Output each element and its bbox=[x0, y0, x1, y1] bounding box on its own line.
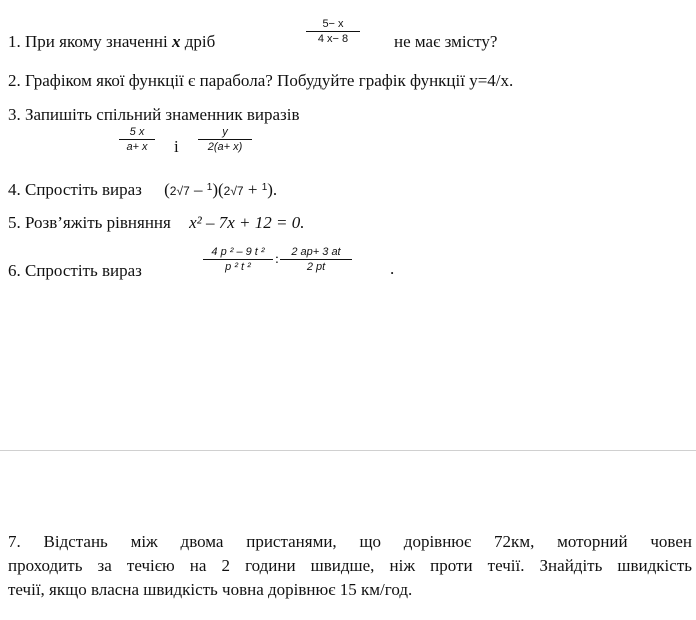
problem-1 bbox=[8, 32, 215, 52]
problem-6-fraction-1 bbox=[203, 246, 273, 273]
superscript: 1 bbox=[206, 182, 213, 193]
problem-4-lead: 4. Спростіть вираз bbox=[8, 180, 142, 199]
problem-6: 6. Спростіть вираз bbox=[8, 261, 142, 280]
paren-open: ( bbox=[164, 180, 170, 199]
problem-2: 2. Графіком якої функції є парабола? Побудуйте графік функції y=4/x. bbox=[8, 71, 514, 90]
fraction-numerator: 5 x bbox=[129, 126, 145, 138]
fraction-denominator: a+ x bbox=[126, 141, 148, 153]
division-sign: : bbox=[275, 252, 279, 267]
fraction-denominator: 4 x− 8 bbox=[317, 33, 349, 45]
problem-5-lead: 5. Розв’яжіть рівняння bbox=[8, 213, 171, 232]
problem-7-line-1: 7. Відстань між двома пристанями, що дорівнює 72км, моторний човен bbox=[8, 532, 692, 551]
problem-5 bbox=[8, 213, 304, 233]
problem-1-variable: x bbox=[171, 32, 181, 51]
problem-1-lead: 1. При якому значенні bbox=[8, 32, 168, 51]
fraction-numerator: y bbox=[222, 126, 228, 138]
fraction-denominator: 2 pt bbox=[306, 261, 326, 273]
problem-1-fraction bbox=[306, 18, 360, 45]
fraction-denominator: 2(a+ x) bbox=[207, 141, 243, 153]
problem-1-tail: не має змісту? bbox=[394, 32, 498, 51]
problem-5-equation: x² – 7x + 12 = 0. bbox=[189, 213, 305, 232]
problem-3-fraction-2 bbox=[198, 126, 252, 153]
sqrt-icon: √7 bbox=[230, 184, 244, 198]
problem-3-fraction-1 bbox=[119, 126, 155, 153]
plus-sign: + bbox=[243, 180, 262, 199]
problem-7 bbox=[8, 530, 692, 602]
sqrt-icon: √7 bbox=[176, 184, 190, 198]
coefficient: 2 bbox=[169, 184, 177, 198]
problem-7-line-3: течії, якщо власна швидкість човна дорівнює 15 км/год. bbox=[8, 580, 413, 599]
problem-3-conjunction: і bbox=[174, 137, 179, 156]
problem-6-period: . bbox=[390, 259, 395, 278]
coefficient: 2 bbox=[223, 184, 231, 198]
problem-4 bbox=[8, 180, 277, 200]
paren-close: ). bbox=[267, 180, 278, 199]
problem-7-line-2: проходить за течією на 2 години швидше, ніж проти течії. Знайдіть швидкість bbox=[8, 556, 692, 575]
superscript: 1 bbox=[261, 182, 268, 193]
section-divider bbox=[0, 450, 696, 451]
fraction-numerator: 2 ap+ 3 at bbox=[291, 246, 341, 258]
fraction-numerator: 5− x bbox=[322, 18, 344, 30]
problem-6-fraction-2 bbox=[280, 246, 352, 273]
problem-3: 3. Запишіть спільний знаменник виразів bbox=[8, 105, 300, 124]
minus-sign: – bbox=[189, 180, 207, 199]
paren-mid: )( bbox=[212, 180, 224, 199]
fraction-denominator: p ² t ² bbox=[225, 261, 251, 273]
fraction-numerator: 4 p ² – 9 t ² bbox=[211, 246, 265, 258]
problem-1-mid: дріб bbox=[184, 32, 216, 51]
